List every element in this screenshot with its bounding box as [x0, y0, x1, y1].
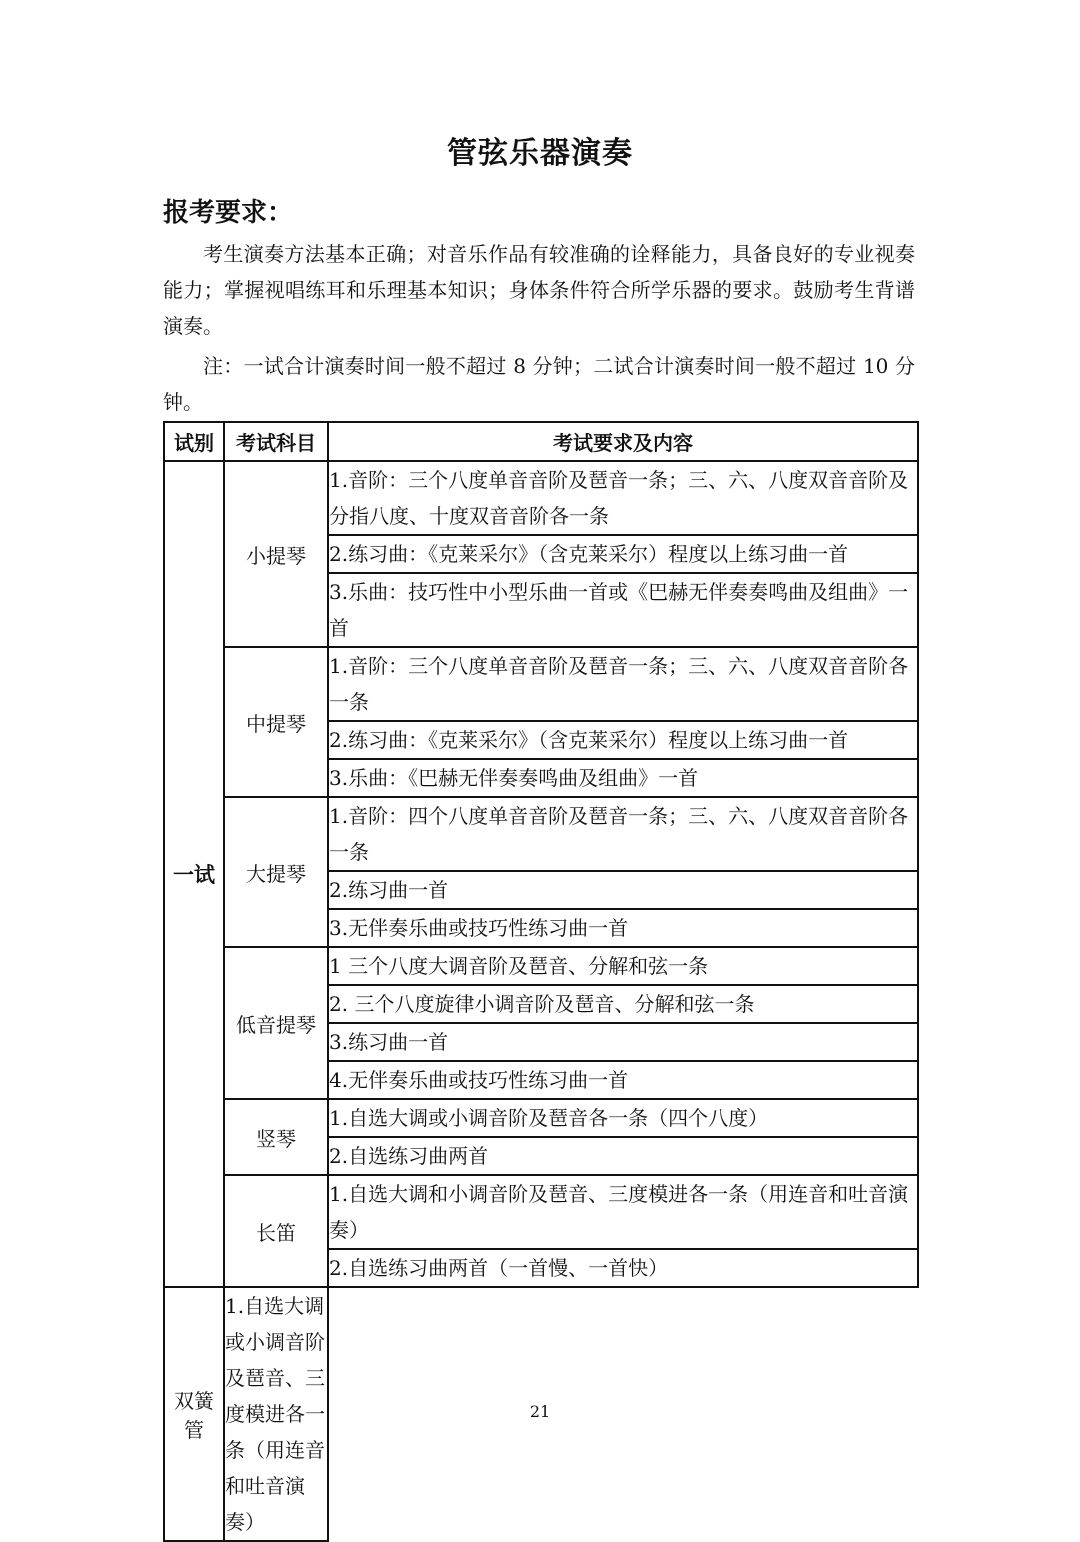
section-heading: 报考要求： [163, 198, 294, 228]
requirement-cell: 4.无伴奏乐曲或技巧性练习曲一首 [328, 1061, 918, 1099]
table-row [164, 797, 918, 871]
table-header-row [164, 422, 918, 461]
table-row [164, 647, 918, 721]
requirement-cell: 2.练习曲一首 [328, 871, 918, 909]
requirement-cell: 2.自选练习曲两首 [328, 1137, 918, 1175]
table-row [164, 1175, 918, 1249]
subject-cell-double-bass: 低音提琴 [224, 947, 328, 1099]
requirement-cell: 2. 三个八度旋律小调音阶及琶音、分解和弦一条 [328, 985, 918, 1023]
subject-cell-cello: 大提琴 [224, 797, 328, 947]
subject-cell-flute: 长笛 [224, 1175, 328, 1287]
column-header-requirements: 考试要求及内容 [328, 422, 918, 461]
table-row [164, 461, 918, 535]
requirement-cell: 1.自选大调或小调音阶及琶音各一条（四个八度） [328, 1099, 918, 1137]
requirement-cell: 1.自选大调和小调音阶及琶音、三度模进各一条（用连音和吐音演奏） [328, 1175, 918, 1249]
subject-cell-viola: 中提琴 [224, 647, 328, 797]
requirement-cell: 2.练习曲：《克莱采尔》（含克莱采尔）程度以上练习曲一首 [328, 535, 918, 573]
table-row [164, 1099, 918, 1137]
subject-cell-violin: 小提琴 [224, 461, 328, 647]
column-header-round: 试别 [164, 422, 224, 461]
requirement-cell: 1.音阶：三个八度单音音阶及琶音一条；三、六、八度双音音阶及分指八度、十度双音音阶各一条 [328, 461, 918, 535]
exam-table [163, 421, 919, 1542]
requirement-cell: 1 三个八度大调音阶及琶音、分解和弦一条 [328, 947, 918, 985]
round-cell: 一试 [164, 461, 224, 1287]
requirement-cell: 3.练习曲一首 [328, 1023, 918, 1061]
table-row [164, 947, 918, 985]
column-header-subject: 考试科目 [224, 422, 328, 461]
requirement-cell: 1.音阶：四个八度单音音阶及琶音一条；三、六、八度双音音阶各一条 [328, 797, 918, 871]
subject-cell-oboe: 双簧管 [164, 1287, 224, 1541]
requirement-cell: 3.乐曲：技巧性中小型乐曲一首或《巴赫无伴奏奏鸣曲及组曲》一首 [328, 573, 918, 647]
page-title: 管弦乐器演奏 [447, 136, 633, 171]
requirements-paragraph: 考生演奏方法基本正确；对音乐作品有较准确的诠释能力，具备良好的专业视奏能力；掌握视唱练耳和乐理基本知识；身体条件符合所学乐器的要求。鼓励考生背谱演奏。 [163, 242, 915, 338]
requirement-cell: 1.自选大调或小调音阶及琶音、三度模进各一条（用连音和吐音演奏） [224, 1287, 328, 1541]
note-paragraph: 注：一试合计演奏时间一般不超过 8 分钟；二试合计演奏时间一般不超过 10 分钟。 [163, 354, 915, 414]
subject-cell-harp: 竖琴 [224, 1099, 328, 1175]
page-number: 21 [529, 1402, 551, 1421]
requirement-cell: 2.自选练习曲两首（一首慢、一首快） [328, 1249, 918, 1287]
requirement-cell: 1.音阶：三个八度单音音阶及琶音一条；三、六、八度双音音阶各一条 [328, 647, 918, 721]
requirement-cell: 2.练习曲：《克莱采尔》（含克莱采尔）程度以上练习曲一首 [328, 721, 918, 759]
requirement-cell: 3.无伴奏乐曲或技巧性练习曲一首 [328, 909, 918, 947]
requirement-cell: 3.乐曲：《巴赫无伴奏奏鸣曲及组曲》一首 [328, 759, 918, 797]
